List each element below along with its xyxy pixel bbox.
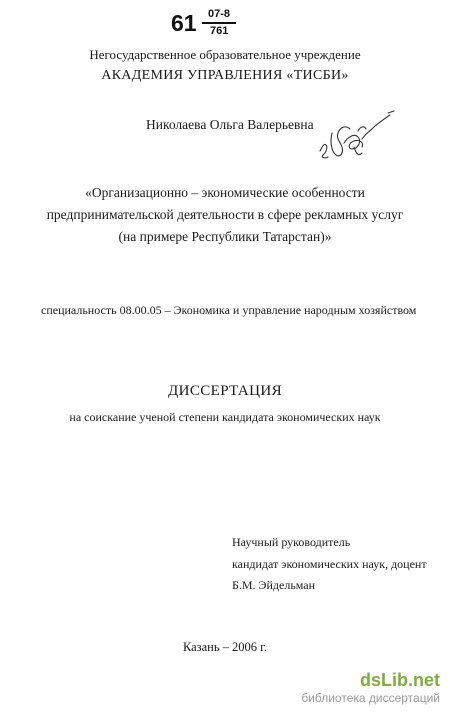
registry-code-bottom: 761 [210, 25, 229, 37]
watermark[interactable] [301, 670, 440, 705]
registry-code-top: 07-8 [208, 8, 231, 20]
city-year: Казань – 2006 г. [182, 640, 268, 654]
watermark-logo-right: net [413, 670, 440, 690]
signature-image [318, 103, 396, 167]
title-line-3: (на примере Республики Татарстан)» [118, 229, 332, 244]
author-name: Николаева Ольга Валерьевна [146, 117, 314, 132]
title-line-2: предпринимательской деятельности в сфере рекламных услуг [46, 207, 404, 222]
watermark-logo-dot: . [407, 670, 413, 690]
supervisor-role: Научный руководитель [232, 535, 351, 549]
supervisor-name: Б.М. Эйдельман [232, 578, 316, 592]
degree-line: на соискание ученой степени кандидата экономических наук [69, 410, 381, 424]
organization-line: Негосударственное образовательное учреждение [89, 47, 361, 62]
document-type: ДИССЕРТАЦИЯ [167, 383, 283, 399]
registry-number: 61 [171, 10, 197, 36]
academy-name: АКАДЕМИЯ УПРАВЛЕНИЯ «ТИСБИ» [101, 68, 349, 83]
specialty-line: специальность 08.00.05 – Экономика и управление народным хозяйством [41, 303, 417, 317]
watermark-logo [301, 670, 440, 691]
watermark-subtitle: библиотека диссертаций [301, 691, 440, 705]
title-line-1: «Организационно – экономические особенности [85, 185, 365, 200]
supervisor-degree: кандидат экономических наук, доцент [232, 557, 427, 571]
watermark-logo-left: dsLib [359, 670, 408, 690]
registry-divider [202, 22, 236, 24]
